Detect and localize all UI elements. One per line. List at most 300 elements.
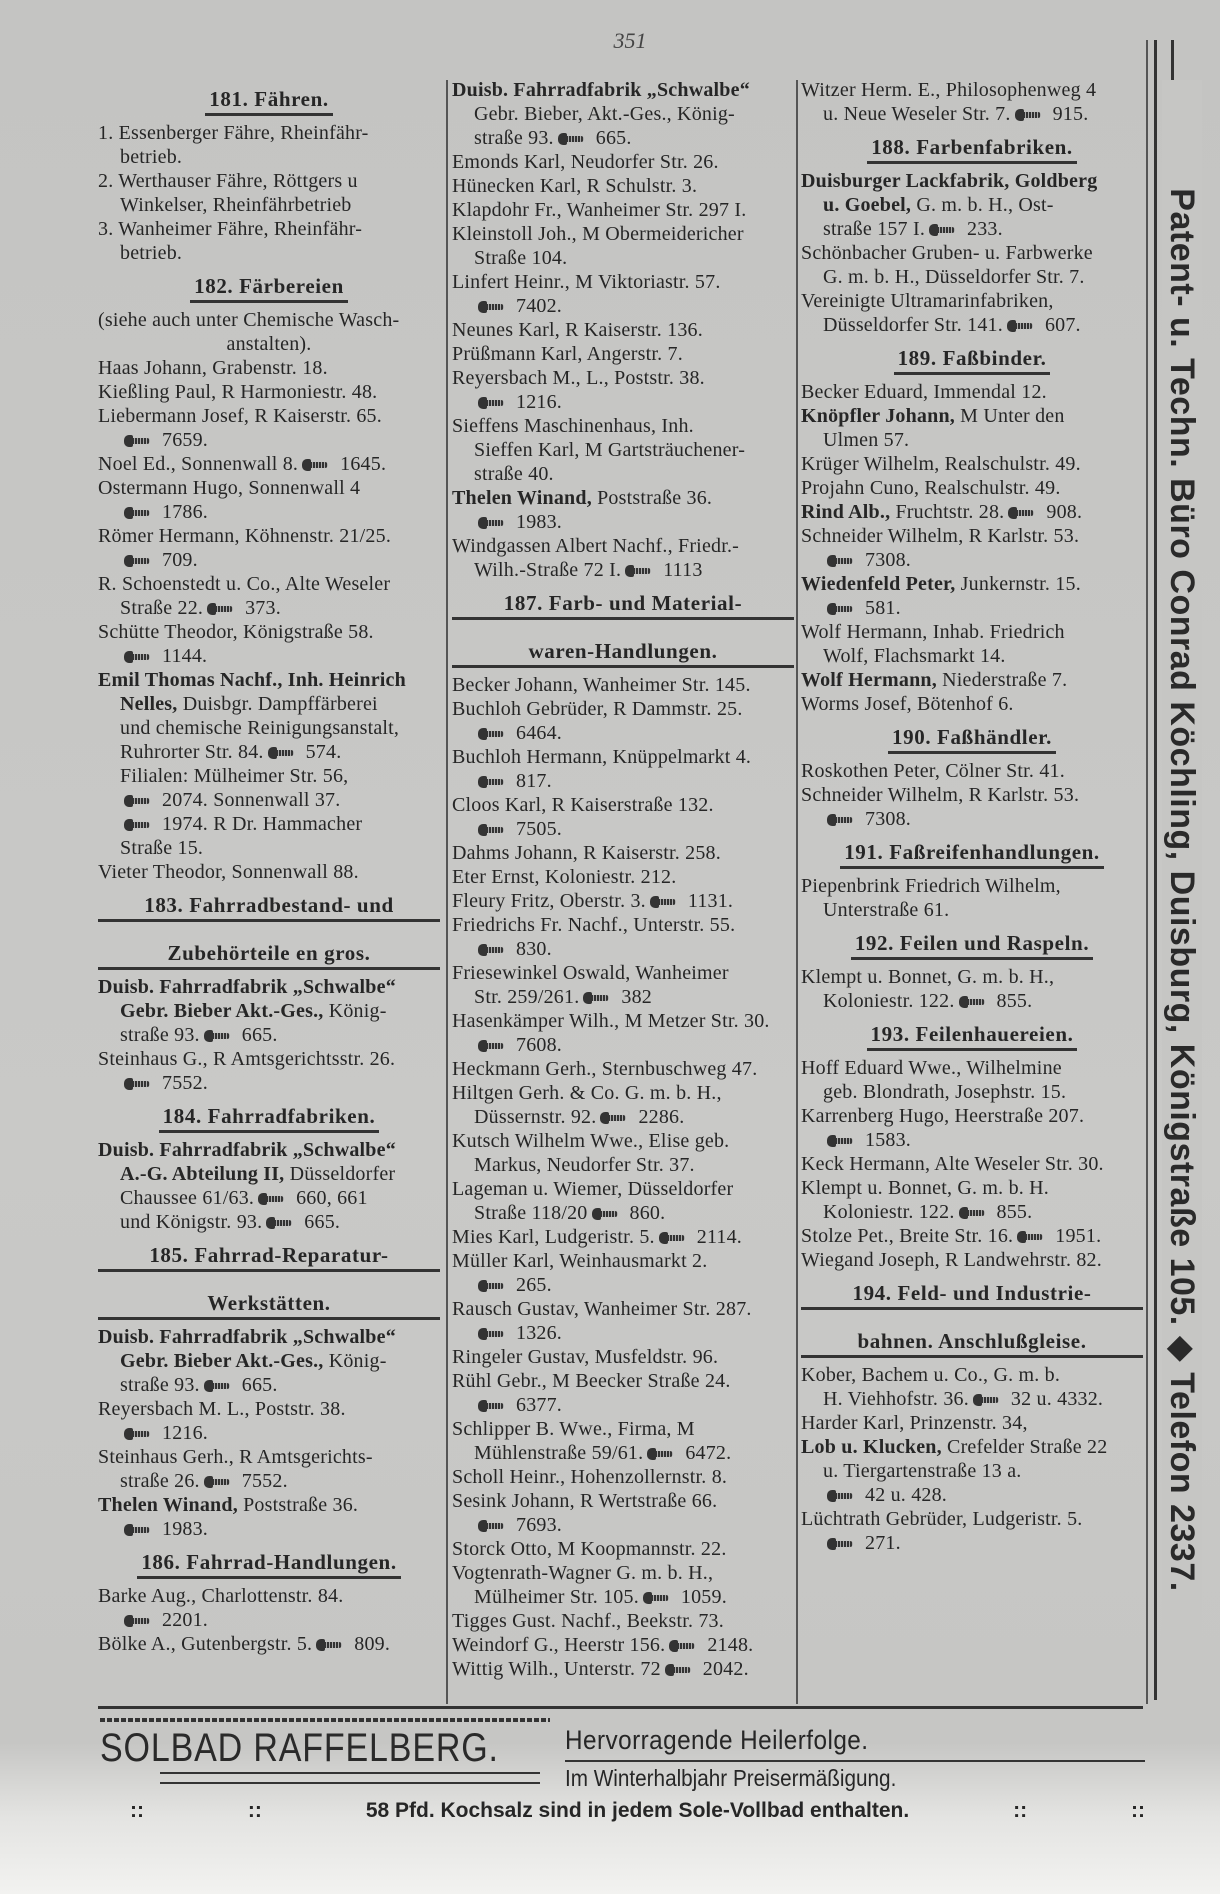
entry-line bbox=[98, 121, 440, 145]
directory-entry bbox=[98, 524, 440, 572]
directory-entry bbox=[98, 860, 440, 884]
directory-entry bbox=[452, 1345, 794, 1369]
entry-line bbox=[452, 1129, 794, 1153]
entry-line bbox=[801, 476, 1143, 500]
directory-entry bbox=[98, 404, 440, 452]
entry-line bbox=[452, 318, 794, 342]
entry-text: Düssernstr. 92. bbox=[474, 1106, 597, 1128]
entry-text: Schneider Wilhelm, R Karlstr. 53. bbox=[801, 784, 1080, 806]
section-heading-line: 191. Faßreifenhandlungen. bbox=[840, 839, 1104, 869]
telephone-icon bbox=[124, 651, 154, 663]
directory-entry bbox=[801, 759, 1143, 783]
column-2 bbox=[452, 78, 794, 1702]
ad-subline: Im Winterhalbjahr Preisermäßigung. bbox=[565, 1765, 897, 1791]
entry-text: Kleinstoll Joh., M Obermeidericher bbox=[452, 223, 744, 245]
directory-entry bbox=[98, 1632, 440, 1656]
directory-entry bbox=[452, 486, 794, 534]
entry-line bbox=[452, 673, 794, 697]
entry-text: Poststraße 36. bbox=[237, 1494, 359, 1516]
entry-line bbox=[801, 78, 1143, 102]
phone-number: 2114. bbox=[696, 1226, 743, 1248]
entry-text: Cloos Karl, R Kaiserstraße 132. bbox=[452, 794, 714, 816]
entry-text: Wittig Wilh., Unterstr. 72 bbox=[452, 1658, 661, 1680]
entry-line bbox=[452, 1033, 794, 1057]
phone-number: 1326. bbox=[516, 1322, 562, 1344]
directory-entry bbox=[452, 913, 794, 961]
entry-text: Mies Karl, Ludgeristr. 5. bbox=[452, 1226, 655, 1248]
entry-line bbox=[98, 241, 440, 265]
directory-entry bbox=[801, 380, 1143, 404]
entry-text: Prüßmann Karl, Angerstr. 7. bbox=[452, 343, 683, 365]
telephone-icon bbox=[204, 1030, 234, 1042]
entry-line bbox=[801, 548, 1143, 572]
entry-line bbox=[801, 807, 1143, 831]
directory-entry bbox=[98, 1397, 440, 1445]
entry-line bbox=[98, 145, 440, 169]
phone-number: 1583. bbox=[865, 1129, 911, 1151]
directory-entry bbox=[452, 318, 794, 342]
entry-name-bold: Duisb. Fahrradfabrik „Schwalbe“ bbox=[98, 1326, 396, 1348]
telephone-icon bbox=[124, 1615, 154, 1627]
telephone-icon bbox=[827, 1538, 857, 1550]
directory-entry bbox=[452, 414, 794, 486]
entry-text: Crefelder Straße 22 bbox=[941, 1436, 1108, 1458]
section-heading-line: bahnen. Anschlußgleise. bbox=[801, 1328, 1143, 1358]
directory-entry bbox=[452, 1081, 794, 1129]
entry-line bbox=[98, 596, 440, 620]
entry-line bbox=[801, 217, 1143, 241]
entry-text: Straße 22. bbox=[120, 597, 204, 619]
entry-line bbox=[452, 1657, 794, 1681]
entry-line bbox=[801, 404, 1143, 428]
entry-text: Straße 104. bbox=[474, 247, 568, 269]
ad-divider bbox=[565, 1760, 1145, 1762]
entry-line bbox=[801, 313, 1143, 337]
entry-line bbox=[452, 102, 794, 126]
entry-text: 1. Essenberger Fähre, Rheinfähr- bbox=[98, 122, 369, 144]
entry-line bbox=[98, 1493, 440, 1517]
directory-entry bbox=[801, 1363, 1143, 1411]
bottom-rule bbox=[98, 1706, 1143, 1709]
entry-line bbox=[801, 241, 1143, 265]
section-heading-line: 189. Faßbinder. bbox=[894, 345, 1051, 375]
entry-line bbox=[98, 1608, 440, 1632]
entry-name-bold: Knöpfler Johann, bbox=[801, 405, 955, 427]
telephone-icon bbox=[266, 1217, 296, 1229]
section-heading-line: 190. Faßhändler. bbox=[888, 724, 1056, 754]
entry-text: u. Neue Weseler Str. 7. bbox=[823, 103, 1011, 125]
entry-line bbox=[452, 841, 794, 865]
entry-name-bold: Gebr. Bieber Akt.-Ges., bbox=[120, 1000, 324, 1022]
entry-text: Bölke A., Gutenbergstr. 5. bbox=[98, 1633, 313, 1655]
entry-line bbox=[98, 1023, 440, 1047]
bottom-advertisement bbox=[100, 1712, 1145, 1832]
entry-line bbox=[98, 1632, 440, 1656]
entry-line bbox=[98, 1325, 440, 1349]
entry-text: Wolf, Flachsmarkt 14. bbox=[823, 645, 1006, 667]
directory-entry bbox=[801, 1104, 1143, 1152]
telephone-icon bbox=[124, 1428, 154, 1440]
entry-line bbox=[98, 1210, 440, 1234]
phone-number: 855. bbox=[996, 990, 1033, 1012]
entry-line bbox=[98, 812, 440, 836]
directory-entry bbox=[452, 78, 794, 150]
entry-text: Keck Hermann, Alte Weseler Str. 30. bbox=[801, 1153, 1104, 1175]
section-heading bbox=[98, 78, 440, 116]
telephone-icon bbox=[478, 301, 508, 313]
telephone-icon bbox=[258, 1193, 288, 1205]
directory-entry bbox=[98, 217, 440, 265]
entry-text: Duisbgr. Dampffärberei bbox=[177, 693, 378, 715]
telephone-icon bbox=[643, 1592, 673, 1604]
phone-number: 1113 bbox=[663, 559, 703, 581]
column-3 bbox=[801, 78, 1143, 1702]
entry-name-bold: Duisb. Fahrradfabrik „Schwalbe“ bbox=[98, 1139, 396, 1161]
entry-line bbox=[98, 1138, 440, 1162]
entry-line bbox=[452, 366, 794, 390]
entry-text: Markus, Neudorfer Str. 37. bbox=[474, 1154, 695, 1176]
directory-entry bbox=[452, 841, 794, 865]
entry-line bbox=[98, 1186, 440, 1210]
directory-entry bbox=[452, 366, 794, 414]
entry-text: Kober, Bachem u. Co., G. m. b. bbox=[801, 1364, 1061, 1386]
entry-text: Schneider Wilhelm, R Karlstr. 53. bbox=[801, 525, 1080, 547]
entry-text: Linfert Heinr., M Viktoriastr. 57. bbox=[452, 271, 721, 293]
directory-entry bbox=[452, 961, 794, 1009]
phone-number: 817. bbox=[516, 770, 552, 792]
phone-number: 2201. bbox=[162, 1609, 208, 1631]
ad-footer bbox=[130, 1798, 1145, 1824]
directory-entry bbox=[452, 865, 794, 889]
directory-entry bbox=[801, 668, 1143, 692]
telephone-icon bbox=[665, 1664, 695, 1676]
entry-text: betrieb. bbox=[120, 146, 183, 168]
entry-text: Straße 118/20 bbox=[474, 1202, 588, 1224]
directory-entry bbox=[98, 476, 440, 524]
entry-text: straße 93. bbox=[120, 1374, 200, 1396]
entry-text: Ostermann Hugo, Sonnenwall 4 bbox=[98, 477, 361, 499]
entry-line bbox=[98, 1349, 440, 1373]
entry-line bbox=[801, 783, 1143, 807]
directory-entry bbox=[801, 1176, 1143, 1224]
telephone-icon bbox=[973, 1394, 1003, 1406]
phone-number: 809. bbox=[354, 1633, 391, 1655]
entry-name-bold: Thelen Winand, bbox=[452, 487, 592, 509]
entry-line bbox=[98, 1469, 440, 1493]
entry-line bbox=[801, 989, 1143, 1013]
entry-name-bold: Duisburger Lackfabrik, Goldberg bbox=[801, 170, 1098, 192]
directory-entry bbox=[452, 697, 794, 745]
phone-number: 1983. bbox=[162, 1518, 208, 1540]
entry-line bbox=[801, 898, 1143, 922]
entry-text: Lüchtrath Gebrüder, Ludgeristr. 5. bbox=[801, 1508, 1083, 1530]
entry-line bbox=[452, 438, 794, 462]
entry-line bbox=[452, 1105, 794, 1129]
phone-number: 373. bbox=[245, 597, 281, 619]
entry-text: Friesewinkel Oswald, Wanheimer bbox=[452, 962, 729, 984]
entry-line bbox=[801, 1531, 1143, 1555]
entry-text: Stolze Pet., Breite Str. 16. bbox=[801, 1225, 1014, 1247]
entry-line bbox=[801, 524, 1143, 548]
entry-line bbox=[801, 193, 1143, 217]
entry-line bbox=[801, 1104, 1143, 1128]
directory-entry bbox=[452, 270, 794, 318]
entry-line bbox=[98, 999, 440, 1023]
entry-text: 3. Wanheimer Fähre, Rheinfähr- bbox=[98, 218, 363, 240]
directory-entry bbox=[801, 78, 1143, 126]
entry-line bbox=[801, 1363, 1143, 1387]
directory-entry bbox=[801, 524, 1143, 572]
entry-text: Schütte Theodor, Königstraße 58. bbox=[98, 621, 374, 643]
phone-number: 574. bbox=[305, 741, 342, 763]
directory-entry bbox=[98, 380, 440, 404]
telephone-icon bbox=[478, 1040, 508, 1052]
entry-line bbox=[98, 644, 440, 668]
entry-text: Sieffen Karl, M Gartsträuchener- bbox=[474, 439, 746, 461]
directory-entry bbox=[98, 620, 440, 668]
entry-name-bold: Lob u. Klucken, bbox=[801, 1436, 942, 1458]
entry-text: Klempt u. Bonnet, G. m. b. H. bbox=[801, 1177, 1050, 1199]
telephone-icon bbox=[124, 795, 154, 807]
section-heading-line: 193. Feilenhauereien. bbox=[867, 1021, 1078, 1051]
entry-text: straße 40. bbox=[474, 463, 554, 485]
entry-line bbox=[452, 150, 794, 174]
ad-headline: Hervorragende Heilerfolge. bbox=[565, 1725, 869, 1755]
phone-number: 1983. bbox=[516, 511, 562, 533]
phone-number: 382 bbox=[621, 986, 653, 1008]
directory-entry bbox=[452, 534, 794, 582]
telephone-icon bbox=[650, 896, 680, 908]
directory-entry bbox=[452, 222, 794, 270]
entry-text: Rausch Gustav, Wanheimer Str. 287. bbox=[452, 1298, 752, 1320]
entry-line bbox=[98, 524, 440, 548]
entry-line bbox=[98, 692, 440, 716]
section-heading bbox=[801, 1272, 1143, 1358]
entry-text: M Unter den bbox=[954, 405, 1065, 427]
telephone-icon bbox=[478, 1328, 508, 1340]
entry-text: Niederstraße 7. bbox=[936, 669, 1068, 691]
column-1 bbox=[98, 78, 440, 1702]
entry-name-bold: A.-G. Abteilung II, bbox=[120, 1163, 285, 1185]
entry-text: Hünecken Karl, R Schulstr. 3. bbox=[452, 175, 698, 197]
phone-number: 1786. bbox=[162, 501, 208, 523]
entry-line bbox=[452, 414, 794, 438]
entry-text: Weindorf G., Heerstr 156. bbox=[452, 1634, 666, 1656]
directory-entry bbox=[801, 241, 1143, 289]
entry-line bbox=[452, 1441, 794, 1465]
entry-line bbox=[98, 380, 440, 404]
phone-number: 665. bbox=[241, 1374, 278, 1396]
entry-line bbox=[98, 500, 440, 524]
ornament: :: bbox=[1131, 1799, 1145, 1822]
entry-text: Harder Karl, Prinzenstr. 34, bbox=[801, 1412, 1028, 1434]
entry-line bbox=[452, 1057, 794, 1081]
entry-line bbox=[801, 620, 1143, 644]
entry-line bbox=[452, 697, 794, 721]
side-ad-text: Patent- u. Techn. Büro Conrad Köchling, Duisburg, Königstraße 105. ◆ Telefon 2337. bbox=[1162, 80, 1202, 1700]
entry-text: G. m. b. H., Düsseldorfer Str. 7. bbox=[823, 266, 1085, 288]
entry-line bbox=[801, 1459, 1143, 1483]
entry-line bbox=[98, 1047, 440, 1071]
directory-entry bbox=[98, 308, 440, 356]
phone-number: 830. bbox=[516, 938, 552, 960]
entry-text: Römer Hermann, Köhnenstr. 21/25. bbox=[98, 525, 392, 547]
directory-entry bbox=[452, 1489, 794, 1537]
entry-text: Karrenberg Hugo, Heerstraße 207. bbox=[801, 1105, 1085, 1127]
section-heading bbox=[801, 922, 1143, 960]
entry-text: straße 93. bbox=[120, 1024, 200, 1046]
phone-number: 665. bbox=[241, 1024, 278, 1046]
telephone-icon bbox=[959, 996, 989, 1008]
entry-line bbox=[452, 1081, 794, 1105]
phone-number: 855. bbox=[996, 1201, 1033, 1223]
directory-entry bbox=[452, 1297, 794, 1345]
phone-number: 7608. bbox=[516, 1034, 562, 1056]
entry-text: Reyersbach M., L., Poststr. 38. bbox=[452, 367, 705, 389]
telephone-icon bbox=[647, 1448, 677, 1460]
entry-text: Poststraße 36. bbox=[591, 487, 713, 509]
entry-text: Vieter Theodor, Sonnenwall 88. bbox=[98, 861, 359, 883]
entry-line bbox=[452, 294, 794, 318]
entry-line bbox=[801, 644, 1143, 668]
entry-text: Becker Johann, Wanheimer Str. 145. bbox=[452, 674, 751, 696]
entry-line bbox=[801, 596, 1143, 620]
entry-line bbox=[801, 1128, 1143, 1152]
entry-text: Fruchtstr. 28. bbox=[890, 501, 1005, 523]
directory-entry bbox=[801, 500, 1143, 524]
telephone-icon bbox=[592, 1208, 622, 1220]
entry-text: (siehe auch unter Chemische Wasch- bbox=[98, 309, 400, 331]
section-heading-line: 194. Feld- und Industrie- bbox=[801, 1280, 1143, 1310]
entry-text: Steinhaus G., R Amtsgerichtsstr. 26. bbox=[98, 1048, 396, 1070]
telephone-icon bbox=[478, 944, 508, 956]
telephone-icon bbox=[124, 555, 154, 567]
entry-text: Wiegand Joseph, R Landwehrstr. 82. bbox=[801, 1249, 1102, 1271]
column-divider bbox=[796, 80, 798, 1704]
entry-line bbox=[98, 572, 440, 596]
entry-line bbox=[452, 1225, 794, 1249]
telephone-icon bbox=[1007, 320, 1037, 332]
phone-number: 709. bbox=[162, 549, 198, 571]
entry-text: Noel Ed., Sonnenwall 8. bbox=[98, 453, 299, 475]
entry-line bbox=[452, 1633, 794, 1657]
telephone-icon bbox=[124, 1078, 154, 1090]
entry-text: Reyersbach M. L., Poststr. 38. bbox=[98, 1398, 346, 1420]
directory-entry bbox=[98, 452, 440, 476]
telephone-icon bbox=[302, 459, 332, 471]
section-heading bbox=[98, 265, 440, 303]
directory-entry bbox=[452, 1657, 794, 1681]
entry-name-bold: u. Goebel, bbox=[823, 194, 912, 216]
ad-brand: SOLBAD RAFFELBERG. bbox=[100, 1726, 499, 1770]
entry-line bbox=[801, 1435, 1143, 1459]
entry-line bbox=[98, 1397, 440, 1421]
entry-text: Neunes Karl, R Kaiserstr. 136. bbox=[452, 319, 703, 341]
directory-entry bbox=[98, 1493, 440, 1541]
directory-entry bbox=[452, 1537, 794, 1561]
telephone-icon bbox=[478, 1520, 508, 1532]
entry-name-bold: Duisb. Fahrradfabrik „Schwalbe“ bbox=[452, 79, 750, 101]
entry-line bbox=[98, 788, 440, 812]
entry-line bbox=[452, 1273, 794, 1297]
entry-name-bold: Wolf Hermann, bbox=[801, 669, 937, 691]
telephone-icon bbox=[124, 507, 154, 519]
phone-number: 2042. bbox=[702, 1658, 749, 1680]
entry-text: Straße 15. bbox=[120, 837, 204, 859]
entry-line bbox=[452, 510, 794, 534]
entry-line bbox=[452, 1465, 794, 1489]
entry-line bbox=[452, 1537, 794, 1561]
directory-entry bbox=[801, 692, 1143, 716]
ornament: :: bbox=[1013, 1799, 1028, 1822]
entry-text: Ulmen 57. bbox=[823, 429, 910, 451]
entry-text: Haas Johann, Grabenstr. 18. bbox=[98, 357, 328, 379]
entry-line bbox=[801, 1483, 1143, 1507]
entry-text: Unterstraße 61. bbox=[823, 899, 950, 921]
entry-line bbox=[452, 1609, 794, 1633]
entry-line bbox=[98, 1162, 440, 1186]
entry-text: Hasenkämper Wilh., M Metzer Str. 30. bbox=[452, 1010, 770, 1032]
section-heading-line: 182. Färbereien bbox=[190, 273, 348, 303]
telephone-icon bbox=[625, 565, 655, 577]
directory-entry bbox=[452, 1369, 794, 1417]
entry-text: Kießling Paul, R Harmoniestr. 48. bbox=[98, 381, 378, 403]
entry-line bbox=[452, 1321, 794, 1345]
directory-entry bbox=[801, 289, 1143, 337]
phone-number: 7552. bbox=[241, 1470, 288, 1492]
entry-text: Heckmann Gerh., Sternbuschweg 47. bbox=[452, 1058, 758, 1080]
telephone-icon bbox=[827, 603, 857, 615]
telephone-icon bbox=[207, 603, 237, 615]
directory-entry bbox=[452, 1009, 794, 1057]
entry-text: G. m. b. H., Ost- bbox=[911, 194, 1054, 216]
entry-line bbox=[452, 1393, 794, 1417]
entry-text: Hoff Eduard Wwe., Wilhelmine bbox=[801, 1057, 1062, 1079]
entry-line bbox=[452, 937, 794, 961]
telephone-icon bbox=[204, 1476, 234, 1488]
entry-text: Düsseldorfer bbox=[284, 1163, 396, 1185]
entry-text: König- bbox=[323, 1000, 387, 1022]
directory-entry bbox=[98, 1445, 440, 1493]
entry-text: König- bbox=[323, 1350, 387, 1372]
entry-text: Müller Karl, Weinhausmarkt 2. bbox=[452, 1250, 708, 1272]
directory-entry bbox=[452, 1417, 794, 1465]
directory-entry bbox=[98, 169, 440, 217]
entry-text: Friedrichs Fr. Nachf., Unterstr. 55. bbox=[452, 914, 736, 936]
entry-line bbox=[452, 78, 794, 102]
entry-text: Vogtenrath-Wagner G. m. b. H., bbox=[452, 1562, 714, 1584]
entry-text: Piepenbrink Friedrich Wilhelm, bbox=[801, 875, 1061, 897]
entry-text: Wilh.-Straße 72 I. bbox=[474, 559, 622, 581]
entry-line bbox=[452, 889, 794, 913]
entry-line bbox=[98, 476, 440, 500]
phone-number: 2148. bbox=[707, 1634, 754, 1656]
directory-entry bbox=[801, 1056, 1143, 1104]
entry-text: Chaussee 61/63. bbox=[120, 1187, 255, 1209]
entry-text: Klempt u. Bonnet, G. m. b. H., bbox=[801, 966, 1055, 988]
directory-entry bbox=[98, 121, 440, 169]
column-divider bbox=[1146, 40, 1148, 1704]
entry-line bbox=[98, 332, 440, 356]
section-heading bbox=[452, 582, 794, 668]
entry-line bbox=[452, 126, 794, 150]
phone-number: 1216. bbox=[516, 391, 562, 413]
entry-text: Junkernstr. 15. bbox=[955, 573, 1081, 595]
entry-line bbox=[98, 860, 440, 884]
directory-entry bbox=[452, 1129, 794, 1177]
phone-number: 7308. bbox=[865, 808, 911, 830]
entry-line bbox=[452, 865, 794, 889]
